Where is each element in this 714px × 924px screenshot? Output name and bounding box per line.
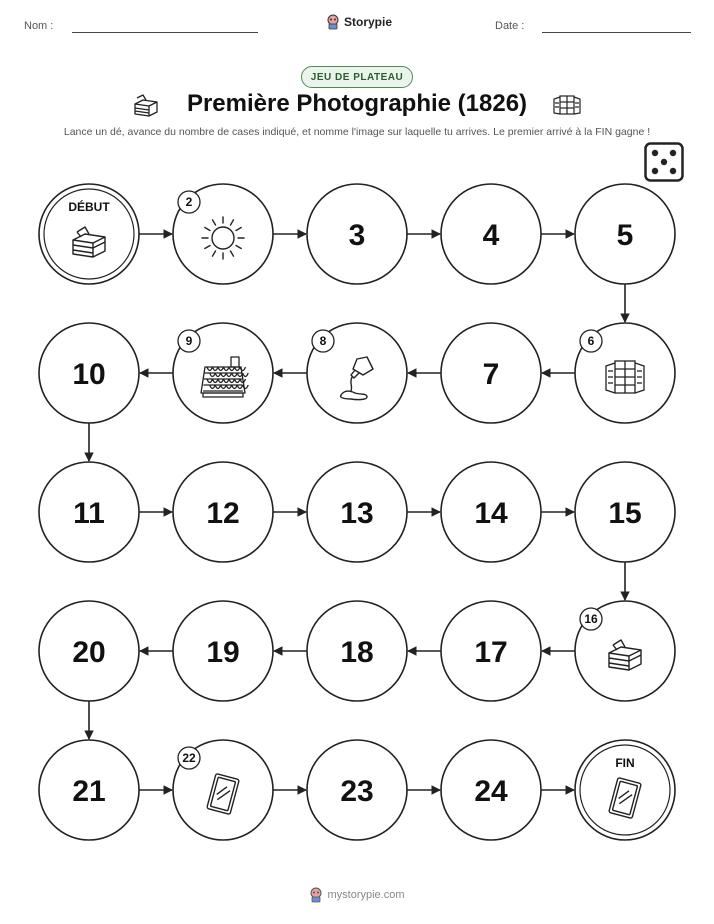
board-cell-23[interactable] xyxy=(307,740,407,840)
cell-number: 5 xyxy=(616,219,634,252)
cell-number: 8 xyxy=(319,334,327,349)
board-cell-6[interactable] xyxy=(575,323,675,423)
cell-number: 17 xyxy=(474,636,508,669)
cell-number: 12 xyxy=(206,497,240,530)
board-cell-8[interactable] xyxy=(307,323,407,423)
board-cell-18[interactable] xyxy=(307,601,407,701)
brand-name: Storypie xyxy=(344,15,393,29)
board-cell-10[interactable] xyxy=(39,323,139,423)
date-label: Date : xyxy=(495,20,525,32)
board-cell-7[interactable] xyxy=(441,323,541,423)
cell-number: 4 xyxy=(482,219,500,252)
cell-number: 15 xyxy=(608,497,642,530)
cell-number: 6 xyxy=(587,334,595,349)
board-cell-5[interactable] xyxy=(575,184,675,284)
board-cell-21[interactable] xyxy=(39,740,139,840)
cell-number: 3 xyxy=(348,219,366,252)
board-cell-12[interactable] xyxy=(173,462,273,562)
board-cell-24[interactable] xyxy=(441,740,541,840)
cell-number: 16 xyxy=(584,612,598,627)
cell-circle xyxy=(575,740,675,840)
board-cell-16[interactable] xyxy=(575,601,675,701)
board-cell-22[interactable] xyxy=(173,740,273,840)
board-cell-3[interactable] xyxy=(307,184,407,284)
instructions-text: Lance un dé, avance du nombre de cases indiqué, et nomme l'image sur laquelle tu arrives. Le premier arrivé à la FIN gagne ! xyxy=(63,126,651,138)
cell-number: 13 xyxy=(340,497,374,530)
board-cell-13[interactable] xyxy=(307,462,407,562)
footer xyxy=(0,887,714,903)
cell-number: 24 xyxy=(474,775,508,808)
cell-number: 20 xyxy=(72,636,106,669)
board-cell-17[interactable] xyxy=(441,601,541,701)
cell-number: 23 xyxy=(340,775,374,808)
cell-number: 2 xyxy=(185,195,193,210)
board-cell-14[interactable] xyxy=(441,462,541,562)
board-cell-9[interactable] xyxy=(173,323,273,423)
cell-number: 22 xyxy=(182,751,196,766)
board-cell-11[interactable] xyxy=(39,462,139,562)
board-cell-start[interactable] xyxy=(39,184,139,284)
cell-number: 18 xyxy=(340,636,374,669)
game-type-badge: JEU DE PLATEAU xyxy=(301,66,413,88)
cell-number: 11 xyxy=(73,497,105,530)
board-cell-15[interactable] xyxy=(575,462,675,562)
cell-number: 10 xyxy=(72,358,106,391)
cell-label: DÉBUT xyxy=(68,200,110,214)
board-cell-19[interactable] xyxy=(173,601,273,701)
cell-number: 7 xyxy=(482,358,500,391)
name-label: Nom : xyxy=(24,20,54,32)
storypie-mascot-icon xyxy=(309,887,323,903)
cell-number: 9 xyxy=(185,334,193,349)
cell-number: 21 xyxy=(72,775,106,808)
page-title: Première Photographie (1826) xyxy=(186,90,528,117)
cell-number: 14 xyxy=(474,497,508,530)
board-cell-finish[interactable] xyxy=(575,740,675,840)
board-cell-2[interactable] xyxy=(173,184,273,284)
cell-label: FIN xyxy=(615,756,635,770)
footer-url[interactable]: mystorypie.com xyxy=(327,889,405,901)
cell-number: 19 xyxy=(206,636,240,669)
board-cell-20[interactable] xyxy=(39,601,139,701)
board-cell-4[interactable] xyxy=(441,184,541,284)
